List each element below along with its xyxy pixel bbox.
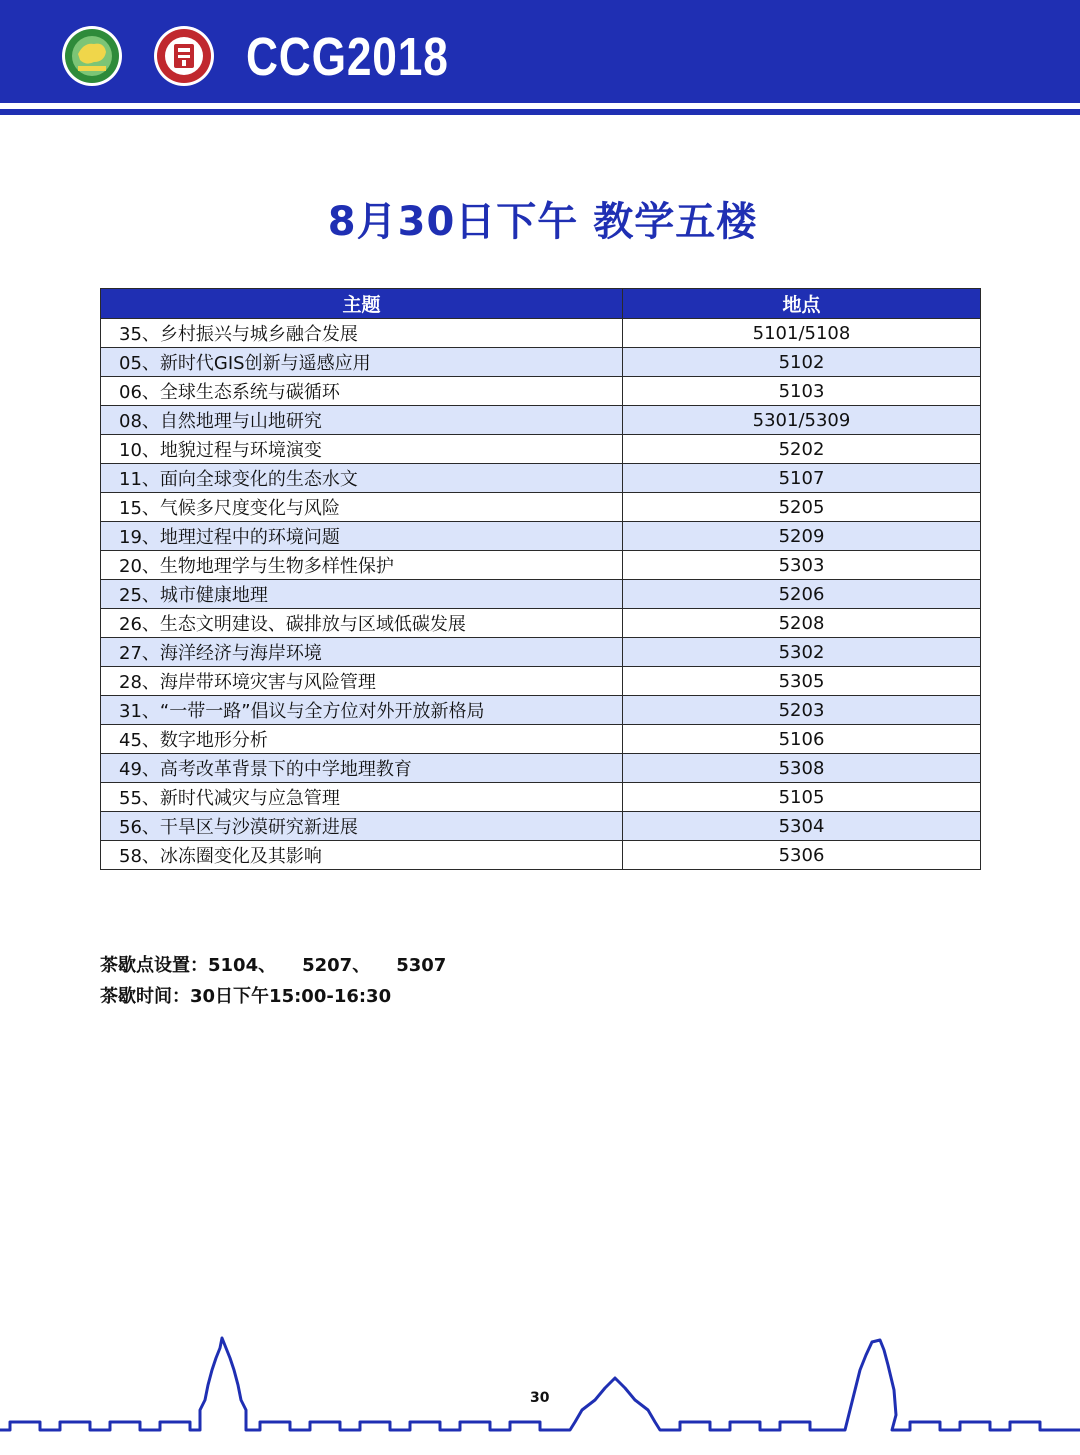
topic-cell: 31、“一带一路”倡议与全方位对外开放新格局 <box>101 696 623 725</box>
university-seal-icon <box>152 24 216 88</box>
topic-cell: 10、地貌过程与环境演变 <box>101 435 623 464</box>
table-row <box>101 580 981 609</box>
location-cell: 5208 <box>623 609 981 638</box>
tea-time-line <box>100 981 446 1012</box>
table-row <box>101 754 981 783</box>
location-cell: 5101/5108 <box>623 319 981 348</box>
society-logo-icon <box>60 24 124 88</box>
tea-point: 5207、 <box>302 955 371 976</box>
location-cell: 5102 <box>623 348 981 377</box>
table-row <box>101 638 981 667</box>
location-cell: 5202 <box>623 435 981 464</box>
location-cell: 5303 <box>623 551 981 580</box>
table-row <box>101 812 981 841</box>
tea-time-label: 茶歇时间： <box>100 986 190 1007</box>
tea-points-label: 茶歇点设置： <box>100 955 208 976</box>
tea-point: 5307 <box>396 955 447 976</box>
header-rule <box>0 109 1080 115</box>
location-cell: 5107 <box>623 464 981 493</box>
table-row <box>101 406 981 435</box>
topic-cell: 15、气候多尺度变化与风险 <box>101 493 623 522</box>
topic-cell: 49、高考改革背景下的中学地理教育 <box>101 754 623 783</box>
location-cell: 5209 <box>623 522 981 551</box>
table-row <box>101 783 981 812</box>
column-header-location: 地点 <box>623 289 981 319</box>
page-title: 8月30日下午 教学五楼 <box>327 199 758 245</box>
topic-cell: 28、海岸带环境灾害与风险管理 <box>101 667 623 696</box>
table-row <box>101 348 981 377</box>
table-row <box>101 493 981 522</box>
table-row <box>101 841 981 870</box>
topic-cell: 25、城市健康地理 <box>101 580 623 609</box>
topic-cell: 11、面向全球变化的生态水文 <box>101 464 623 493</box>
location-cell: 5304 <box>623 812 981 841</box>
location-cell: 5105 <box>623 783 981 812</box>
location-cell: 5106 <box>623 725 981 754</box>
table-row <box>101 725 981 754</box>
tea-points-line <box>100 950 446 981</box>
topic-cell: 35、乡村振兴与城乡融合发展 <box>101 319 623 348</box>
table-row <box>101 667 981 696</box>
location-cell: 5306 <box>623 841 981 870</box>
table-row <box>101 696 981 725</box>
topic-cell: 08、自然地理与山地研究 <box>101 406 623 435</box>
location-cell: 5205 <box>623 493 981 522</box>
table-row <box>101 522 981 551</box>
notes-block <box>100 950 446 1012</box>
tea-time-value: 30日下午15:00-16:30 <box>190 986 392 1007</box>
topic-cell: 05、新时代GIS创新与遥感应用 <box>101 348 623 377</box>
location-cell: 5302 <box>623 638 981 667</box>
location-cell: 5301/5309 <box>623 406 981 435</box>
location-cell: 5103 <box>623 377 981 406</box>
page-number: 30 <box>530 1390 550 1406</box>
location-cell: 5305 <box>623 667 981 696</box>
column-header-topic: 主题 <box>101 289 623 319</box>
city-skyline-icon <box>0 1330 1080 1440</box>
schedule-table <box>100 288 981 870</box>
topic-cell: 19、地理过程中的环境问题 <box>101 522 623 551</box>
topic-cell: 27、海洋经济与海岸环境 <box>101 638 623 667</box>
topic-cell: 06、全球生态系统与碳循环 <box>101 377 623 406</box>
location-cell: 5308 <box>623 754 981 783</box>
location-cell: 5203 <box>623 696 981 725</box>
table-row <box>101 464 981 493</box>
topic-cell: 20、生物地理学与生物多样性保护 <box>101 551 623 580</box>
table-row <box>101 551 981 580</box>
topic-cell: 56、干旱区与沙漠研究新进展 <box>101 812 623 841</box>
table-header-row <box>101 289 981 319</box>
table-row <box>101 377 981 406</box>
table-row <box>101 435 981 464</box>
topic-cell: 58、冰冻圈变化及其影响 <box>101 841 623 870</box>
location-cell: 5206 <box>623 580 981 609</box>
header-bar <box>0 0 1080 103</box>
brand-title: CCG2018 <box>246 27 449 87</box>
topic-cell: 26、生态文明建设、碳排放与区域低碳发展 <box>101 609 623 638</box>
tea-point: 5104、 <box>208 955 277 976</box>
topic-cell: 55、新时代减灾与应急管理 <box>101 783 623 812</box>
table-row <box>101 319 981 348</box>
table-row <box>101 609 981 638</box>
topic-cell: 45、数字地形分析 <box>101 725 623 754</box>
